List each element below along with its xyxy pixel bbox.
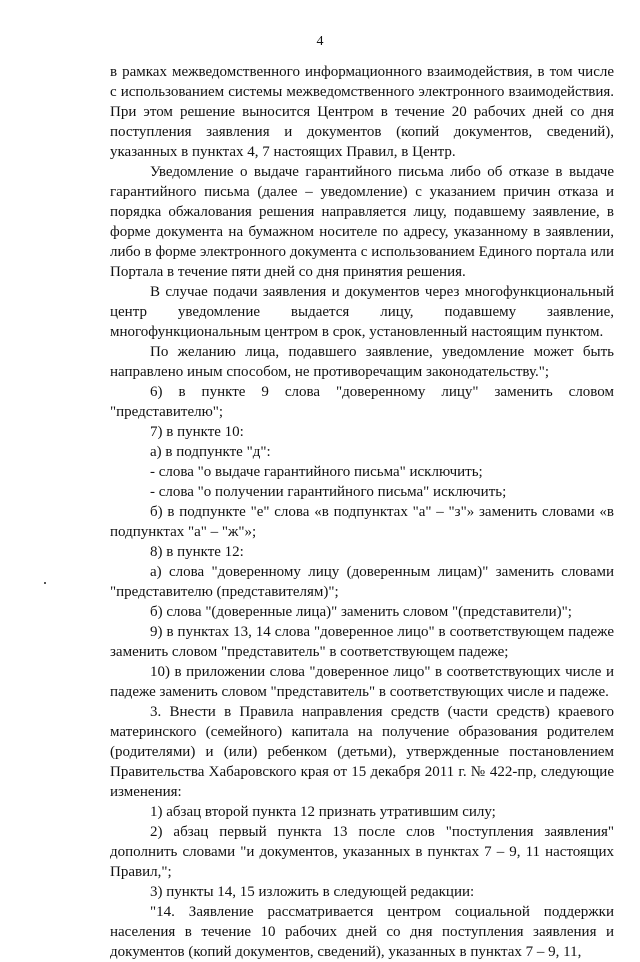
paragraph: "14. Заявление рассматривается центром социальной поддержки населения в течение 10 рабочих дней со дня поступления заявления и документов (копий документов, сведений), указанных в пунктах 7 – 9, 11, [110, 904, 614, 960]
paragraph: 9) в пунктах 13, 14 слова "доверенное лицо" в соответствующем падеже заменить словом "представитель" в соответствующем падеже; [110, 624, 614, 660]
paragraph: 8) в пункте 12: [150, 544, 244, 560]
paragraph: а) слова "доверенному лицу (доверенным лицам)" заменить словами "представителю (представителям)"; [110, 564, 614, 600]
paragraph: - слова "о выдаче гарантийного письма" исключить; [150, 464, 483, 480]
paragraph: 3. Внести в Правила направления средств (части средств) краевого материнского (семейного) капитала на получение образования родителем (родителями) и (или) ребенком (детьми), утвержденные постановлением Правительства Хабаровского края от 15 декабря 2011 г. № 422-пр, следующие изменения: [110, 704, 614, 800]
paragraph: По желанию лица, подавшего заявление, уведомление может быть направлено иным способом, не противоречащим законодательству."; [110, 344, 614, 380]
paragraph: В случае подачи заявления и документов через многофункциональный центр уведомление выдается лицу, подавшему заявление, многофункциональным центром в срок, установленный настоящим пунктом. [110, 284, 614, 340]
paragraph: в рамках межведомственного информационного взаимодействия, в том числе с использованием системы межведомственного электронного взаимодействия. При этом решение выносится Центром в течение 20 рабочих дней со дня поступления заявления и документов (копий документов, сведений), указанных в пунктах 4, 7 настоящих Правил, в Центр. [110, 64, 614, 160]
paragraph: 3) пункты 14, 15 изложить в следующей редакции: [150, 884, 475, 900]
paragraph: б) слова "(доверенные лица)" заменить словом "(представители)"; [150, 604, 572, 620]
paragraph: 6) в пункте 9 слова "доверенному лицу" заменить словом "представителю"; [110, 384, 614, 420]
paragraph: 2) абзац первый пункта 13 после слов "поступления заявления" дополнить словами "и документов, указанных в пунктах 7 – 9, 11 настоящих Правил,"; [110, 824, 614, 880]
paragraph: 7) в пункте 10: [150, 424, 244, 440]
paragraph: б) в подпункте "е" слова «в подпунктах "а" – "з"» заменить словами «в подпунктах "а" – "ж"»; [110, 504, 614, 540]
page-number: 4 [316, 34, 324, 49]
paragraph: Уведомление о выдаче гарантийного письма либо об отказе в выдаче гарантийного письма (далее – уведомление) с указанием причин отказа и порядка обжалования решения направляется лицу, подавшему заявление, в форме документа на бумажном носителе по адресу, указанному в заявлении, либо в форме электронного документа с использованием Единого портала или Портала в течение пяти дней со дня принятия решения. [110, 164, 614, 280]
document-body [110, 62, 614, 962]
scan-speck [44, 582, 46, 584]
paragraph: - слова "о получении гарантийного письма" исключить; [150, 484, 507, 500]
paragraph: а) в подпункте "д": [150, 444, 271, 460]
paragraph: 1) абзац второй пункта 12 признать утратившим силу; [150, 804, 496, 820]
paragraph: 10) в приложении слова "доверенное лицо" в соответствующих числе и падеже заменить словом "представитель" в соответствующих числе и падеже. [110, 664, 614, 700]
